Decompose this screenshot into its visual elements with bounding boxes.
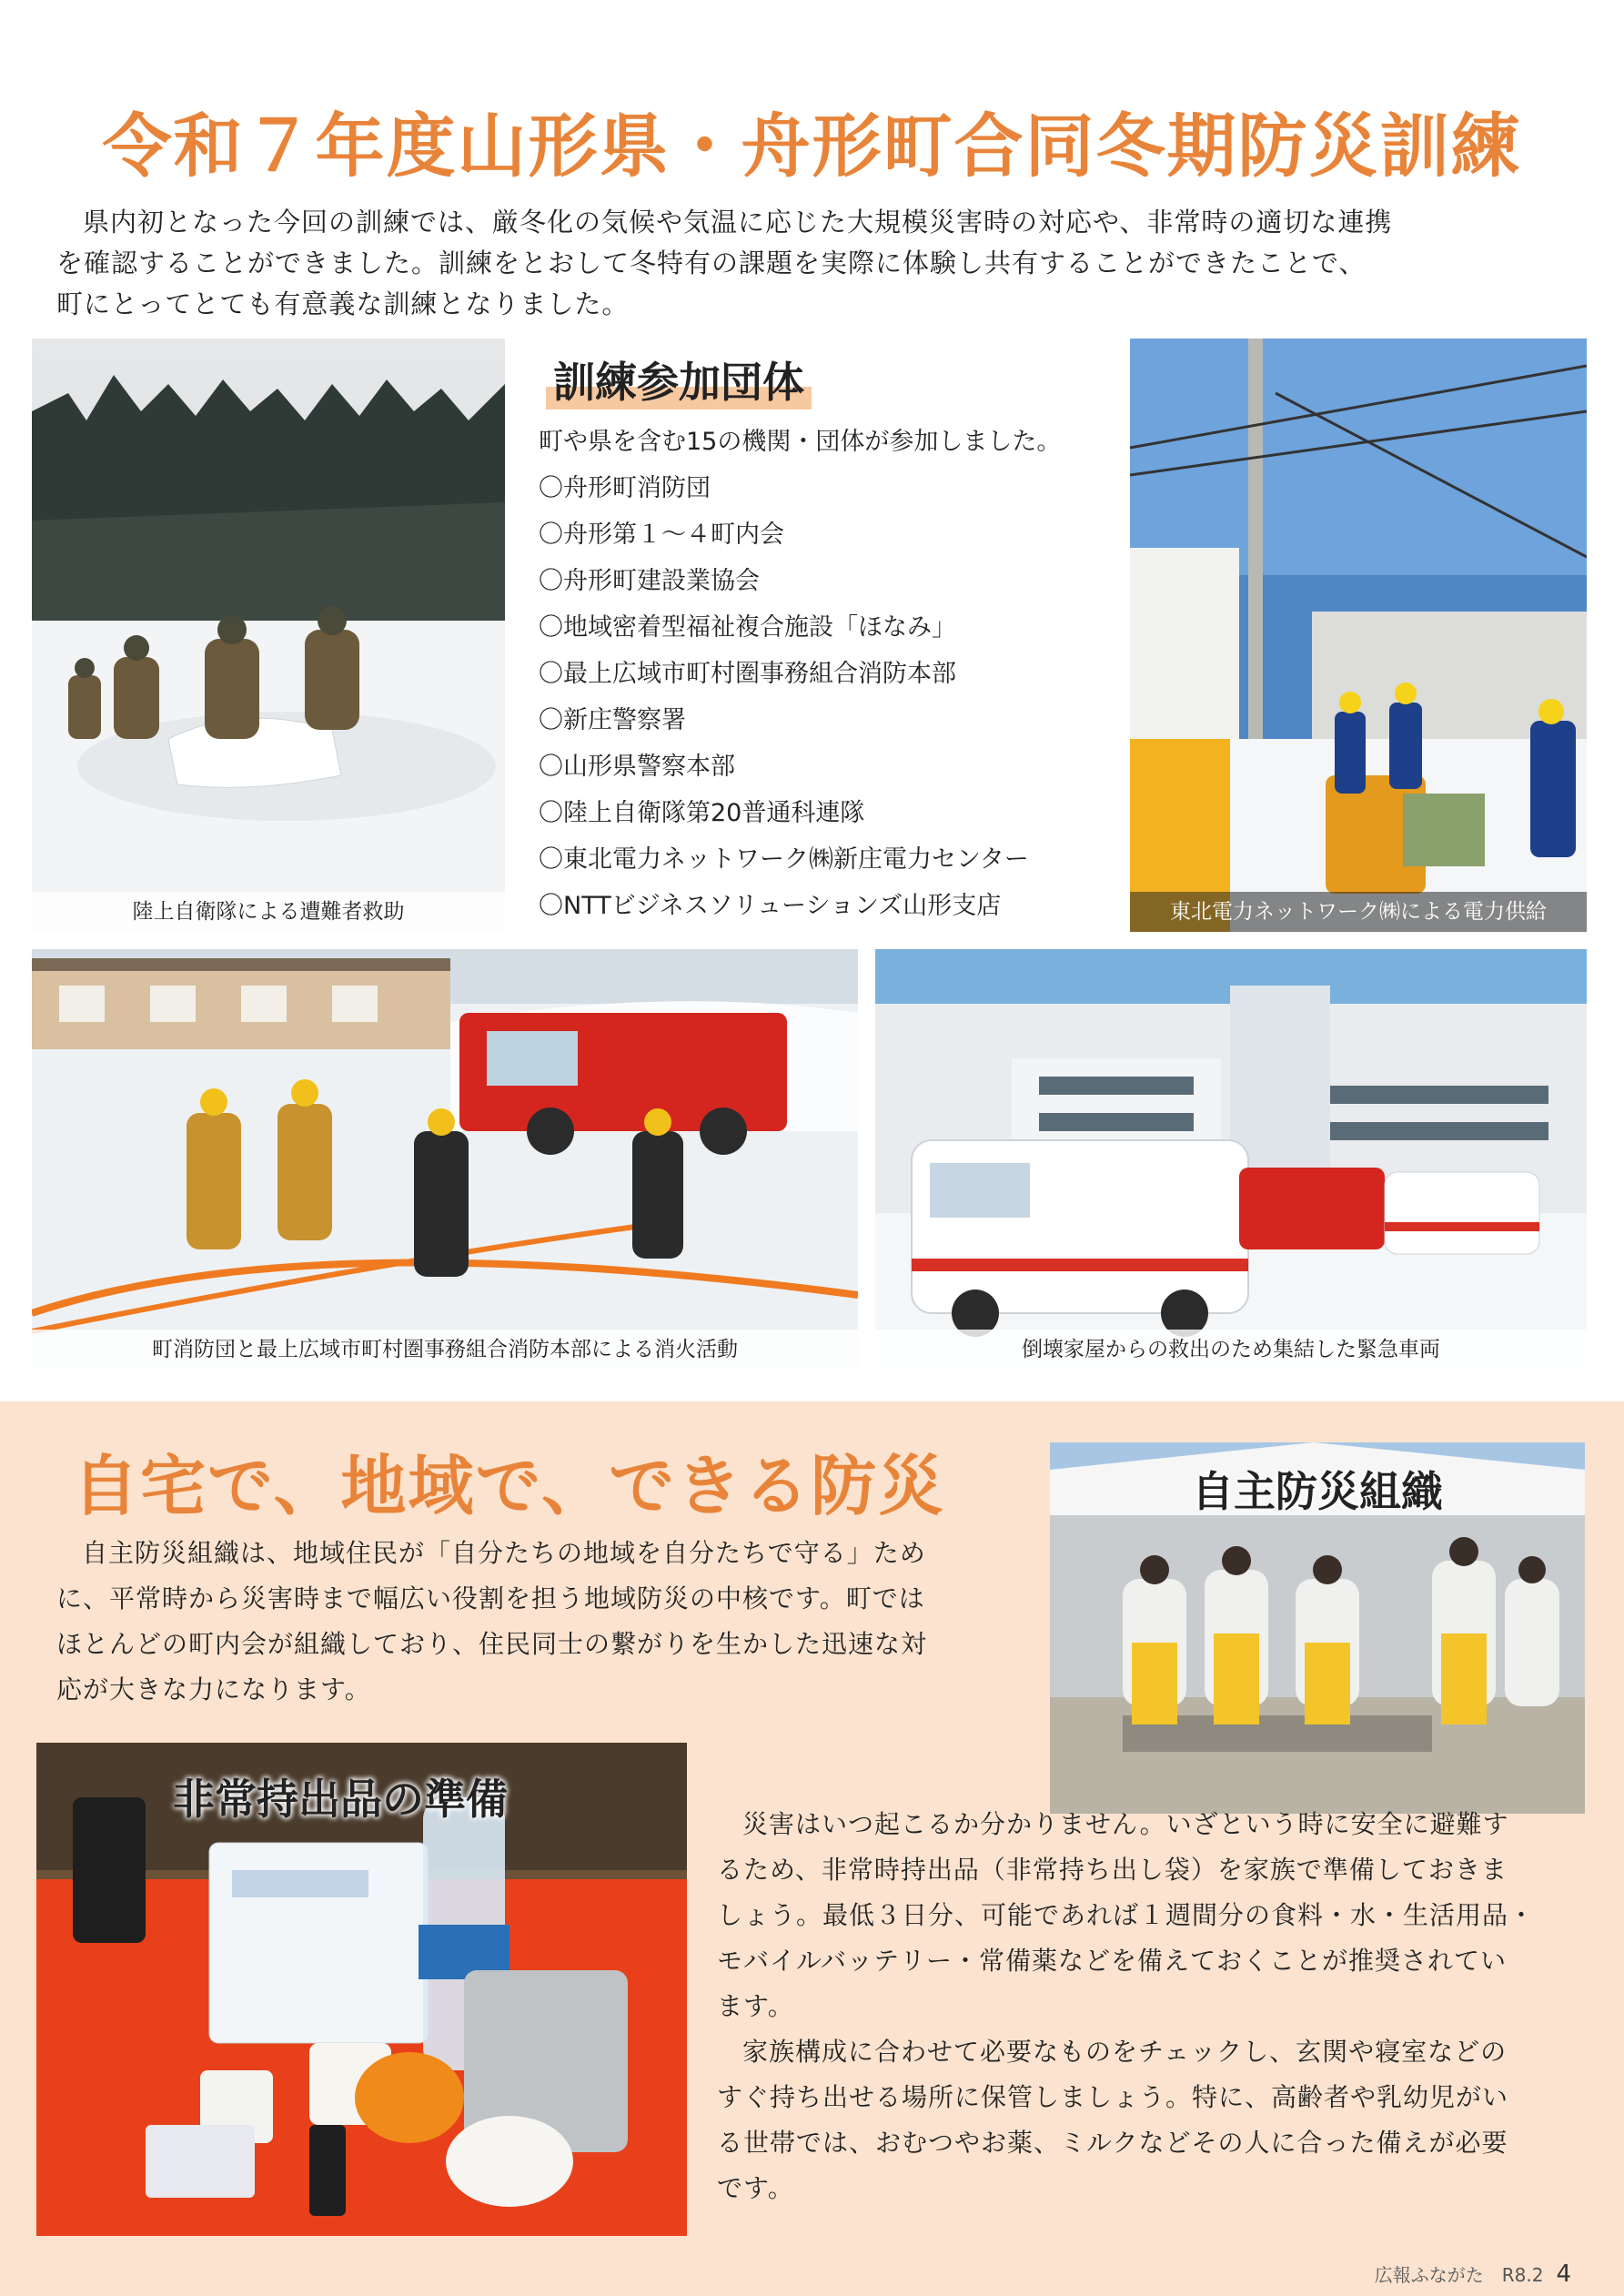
photo-caption: 倒壊家屋からの救出のため集結した緊急車両 (875, 1330, 1587, 1370)
fire-scene-image (32, 949, 858, 1370)
page-number: 4 (1556, 2261, 1571, 2288)
power-scene-image (1130, 339, 1587, 932)
intro-line: を確認することができました。訓練をとおして冬特有の課題を実際に体験し共有することができたことで、 (56, 248, 1367, 278)
participants-title: 訓練参加団体 (546, 349, 812, 410)
kit-line: しょう。最低３日分、可能であれば１週間分の食料・水・生活用品・ (717, 1900, 1536, 1930)
section2-title: 自宅で、地域で、できる防災 (73, 1448, 946, 1524)
photo-caption: 陸上自衛隊による遭難者救助 (32, 892, 505, 932)
kit-line: すぐ持ち出せる場所に保管しましょう。特に、高齢者や乳幼児がい (717, 2082, 1509, 2112)
page-title: 令和７年度山形県・舟形町合同冬期防災訓練 (102, 106, 1522, 187)
kit-line: ます。 (717, 1991, 794, 2021)
participants-lead: 町や県を含む15の機関・団体が参加しました。 (539, 428, 1062, 456)
section2-line: 自主防災組織は、地域住民が「自分たちの地域を自分たちで守る」ため (82, 1538, 926, 1568)
participant-item: 〇最上広域市町村圏事務組合消防本部 (539, 660, 956, 688)
photo-caption: 東北電力ネットワーク㈱による電力供給 (1130, 892, 1587, 932)
emergency-kit-label: 非常持出品の準備 (173, 1775, 508, 1824)
participant-item: 〇新庄警察署 (539, 706, 686, 734)
kit-line: 災害はいつ起こるか分かりません。いざという時に安全に避難す (742, 1809, 1509, 1839)
participant-item: 〇舟形町建設業協会 (539, 567, 760, 595)
footer (1375, 2261, 1571, 2288)
vehicles-scene-image (875, 949, 1587, 1370)
participant-item: 〇陸上自衛隊第20普通科連隊 (539, 799, 865, 827)
kit-line: 家族構成に合わせて必要なものをチェックし、玄関や寝室などの (742, 2037, 1508, 2067)
intro-line: 町にとってとても有意義な訓練となりました。 (56, 288, 630, 319)
photo-rescue (32, 339, 505, 932)
photo-emergency-kit (36, 1743, 687, 2236)
participant-item: 〇舟形町消防団 (539, 474, 711, 502)
intro-text (56, 202, 1567, 325)
photo-power (1130, 339, 1587, 932)
voluntary-org-label: 自主防災組織 (1192, 1467, 1443, 1516)
participant-item: 〇東北電力ネットワーク㈱新庄電力センター (539, 845, 1029, 874)
kit-body (717, 1802, 1581, 2211)
intro-line: 県内初となった今回の訓練では、厳冬化の気候や気温に応じた大規模災害時の対応や、非常時の適切な連携 (83, 207, 1393, 238)
kit-line: る世帯では、おむつやお薬、ミルクなどその人に合った備えが必要 (717, 2128, 1508, 2158)
kit-line: るため、非常時持出品（非常持ち出し袋）を家族で準備しておきま (717, 1855, 1508, 1885)
section2-line: に、平常時から災害時まで幅広い役割を担う地域防災の中核です。町では (56, 1583, 925, 1613)
participants-list (539, 419, 1121, 929)
section2-line: 応が大きな力になります。 (56, 1674, 371, 1704)
participant-item: 〇NTTビジネスソリューションズ山形支店 (539, 892, 1002, 920)
rescue-scene-image (32, 339, 505, 932)
section2-line: ほとんどの町内会が組織しており、住民同士の繋がりを生かした迅速な対 (56, 1629, 928, 1659)
photo-fire (32, 949, 858, 1370)
photo-caption: 町消防団と最上広域市町村圏事務組合消防本部による消火活動 (32, 1330, 858, 1370)
kit-line: です。 (717, 2173, 794, 2203)
participant-item: 〇舟形第１～４町内会 (539, 521, 784, 549)
photo-voluntary-org (1050, 1442, 1585, 1814)
participant-item: 〇地域密着型福祉複合施設「ほなみ」 (539, 613, 956, 642)
section2-body (56, 1531, 1012, 1713)
kit-line: モバイルバッテリー・常備薬などを備えておくことが推奨されてい (717, 1946, 1508, 1976)
participant-item: 〇山形県警察本部 (539, 753, 735, 781)
photo-vehicles (875, 949, 1587, 1370)
publication-name: 広報ふながた R8.2 (1374, 2264, 1544, 2286)
